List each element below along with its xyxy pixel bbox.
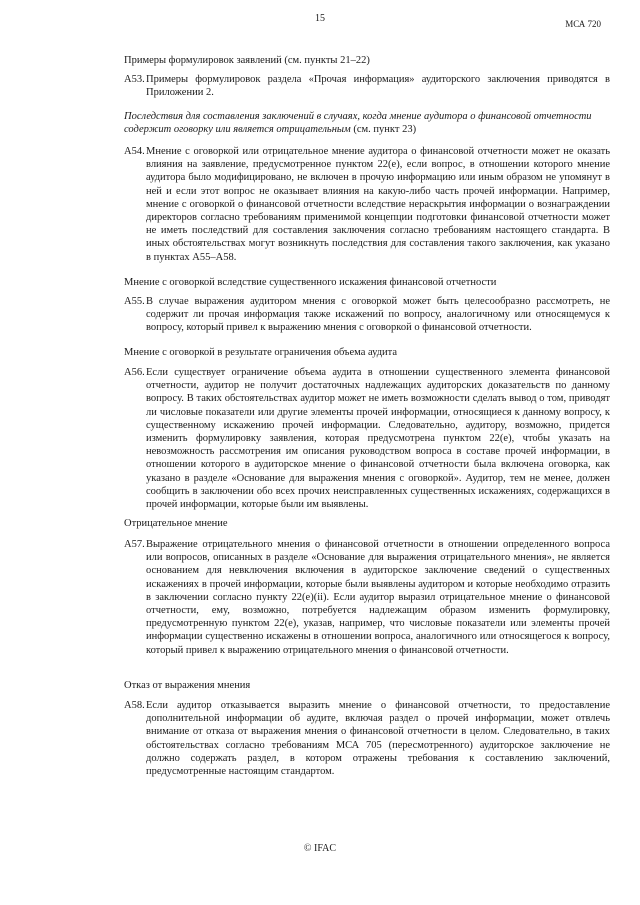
footer-copyright: © IFAC bbox=[303, 843, 337, 854]
paragraph-number: A58. bbox=[124, 700, 145, 711]
paragraph-text: В случае выражения аудитором мнения с оговоркой может быть целесообразно рассмотреть, не содержит ли прочая информация также искажений по вопросу, аналогичному или относящемуся к вопросу, который привел к выражению мнения с оговоркой о финансовой отчетности. bbox=[146, 296, 610, 334]
paragraph-number: A54. bbox=[124, 146, 145, 157]
paragraph-a57 bbox=[124, 538, 610, 657]
paragraph-a55 bbox=[124, 295, 610, 335]
paragraph-number: A55. bbox=[124, 296, 145, 307]
consequences-heading-reference: (см. пункт 23) bbox=[353, 124, 417, 135]
paragraph-number: A57. bbox=[124, 539, 145, 550]
paragraph-text: Если аудитор отказывается выразить мнение о финансовой отчетности, то предоставление дополнительной информации об аудите, включая раздел о прочей информации, может отвлечь внимание от отказа от выражения мнения о финансовой отчетности в целом. Следовательно, в таких обстоятельствах согласно требованиям МСА 705 (пересмотренного) аудиторское заключение не должно содержать раздел, в котором отражены требования к составлению заключений, предусмотренные настоящим стандартом. bbox=[146, 700, 610, 778]
page-number: 15 bbox=[315, 13, 325, 24]
paragraph-a54 bbox=[124, 145, 610, 264]
examples-heading: Примеры формулировок заявлений (см. пункты 21–22) bbox=[124, 55, 370, 66]
paragraph-a56 bbox=[124, 366, 610, 511]
paragraph-text: Мнение с оговоркой или отрицательное мнение аудитора о финансовой отчетности может не оказать влияния на заявление, предусмотренное пунктом 22(e), если вопрос, в отношении которого мнение аудитора было модифицировано, не включен в прочую информацию или иным образом не упомянут в ней и если этот вопрос не оказывает влияния на какую-либо часть прочей информации. Например, мнение с оговоркой о финансовой отчетности вследствие нераскрытия информации о вознаграждении директоров согласно требованиям применимой концепции подготовки финансовой отчетности может не иметь последствий для составления заключения согласно требованиям настоящего стандарта. В иных обстоятельствах могут возникнуть последствия для составления такого заключения, как указано в пунктах A55–A58. bbox=[146, 146, 610, 263]
adverse-heading: Отрицательное мнение bbox=[124, 518, 228, 529]
consequences-heading bbox=[124, 110, 610, 136]
disclaimer-heading: Отказ от выражения мнения bbox=[124, 680, 251, 691]
paragraph-a53 bbox=[124, 73, 610, 99]
qualified-limitation-heading: Мнение с оговоркой в результате ограничения объема аудита bbox=[124, 347, 398, 358]
paragraph-text: Если существует ограничение объема аудита в отношении существенного элемента финансовой отчетности, аудитор не получит достаточных надлежащих аудиторских доказательств по данному вопросу. В таких обстоятельствах аудитор может не иметь возможности сделать вывод о том, приводят ли числовые показатели или другие элементы прочей информации, относящиеся к данному вопросу, к существенному искажению прочей информации. Следовательно, аудитору, возможно, придется изменить формулировку заявления, которая предусмотрена пунктом 22(e), чтобы указать на невозможность рассмотрения им описания руководством вопроса в составе прочей информации, в отношении которого в аудиторское мнение о финансовой отчетности была включена оговорка, как указано в разделе «Основание для выражения мнения с оговоркой». Аудитор, тем не менее, должен сообщить в заключении обо всех прочих неисправленных существенных искажениях, содержащихся в прочей информации, которые были им выявлены. bbox=[146, 367, 610, 511]
paragraph-number: A56. bbox=[124, 367, 145, 378]
paragraph-a58 bbox=[124, 699, 610, 778]
document-code: МСА 720 bbox=[565, 19, 601, 29]
paragraph-number: A53. bbox=[124, 74, 145, 85]
paragraph-text: Выражение отрицательного мнения о финансовой отчетности в отношении определенного вопроса или вопросов, описанных в разделе «Основание для выражения отрицательного мнения», не является основанием для невключения включения в аудиторское заключение сведений о существенных искажениях в прочей информации, которые были выявлены аудитором и которые необходимо отразить в заключении согласно пункту 22(e)(ii). Если аудитор выразил отрицательное мнение о финансовой отчетности, ему, возможно, потребуется надлежащим образом изменить формулировку, предусмотренную пунктом 22(e), указав, например, что числовые показатели или элементы прочей информации существенно искажены в отношении вопроса, аналогичного или относящегося к вопросу, который привел к выражению отрицательного мнения о финансовой отчетности. bbox=[146, 539, 610, 656]
consequences-heading-text: Последствия для составления заключений в случаях, когда мнение аудитора о финансовой отчетности содержит оговорку или является отрицательным bbox=[124, 111, 592, 135]
paragraph-text: Примеры формулировок раздела «Прочая информация» аудиторского заключения приводятся в Приложении 2. bbox=[146, 74, 610, 99]
qualified-misstatement-heading: Мнение с оговоркой вследствие существенного искажения финансовой отчетности bbox=[124, 277, 497, 288]
